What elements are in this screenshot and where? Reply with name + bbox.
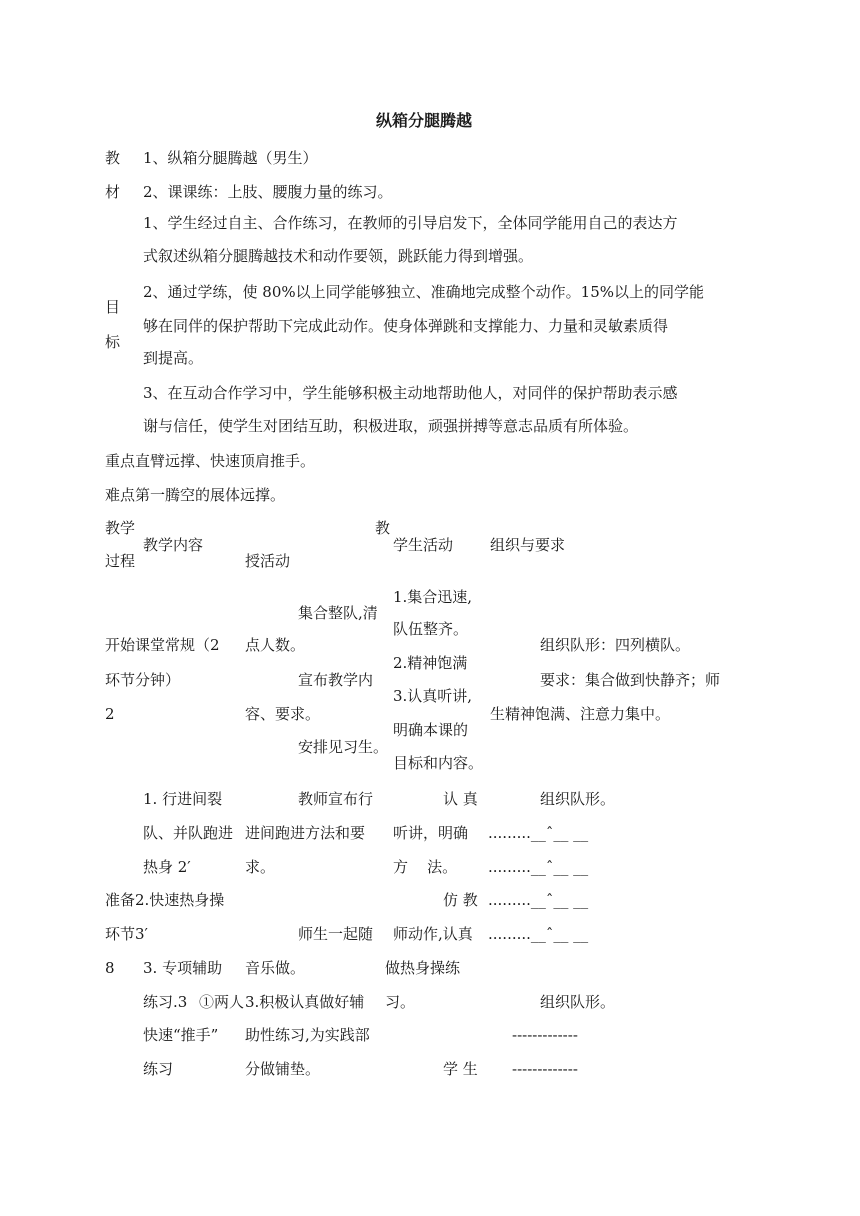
header-content: 教学内容 bbox=[143, 536, 204, 554]
formation-dashes: ------------- bbox=[512, 1060, 578, 1078]
prep-teacher: 分做铺垫。 bbox=[245, 1060, 321, 1078]
prep-teacher: 3.积极认真做好辅 bbox=[245, 993, 365, 1011]
formation-dots: .........__ˆ__ __ bbox=[488, 824, 589, 842]
stage-start: 环节 bbox=[105, 671, 136, 689]
objective-line: 3、在互动合作学习中，学生能够积极主动地帮助他人，对同伴的保护帮助表示感 bbox=[143, 384, 678, 402]
prep-student: 听讲，明确 bbox=[393, 824, 469, 842]
material-label-2: 材 bbox=[105, 183, 121, 201]
header-organization: 组织与要求 bbox=[490, 536, 566, 554]
prep-content: 队、并队跑进 bbox=[143, 824, 234, 842]
objective-line: 到提高。 bbox=[143, 349, 204, 367]
teacher-start: 容、要求。 bbox=[245, 705, 321, 723]
material-item-1: 1、纵箱分腿腾越（男生） bbox=[143, 149, 318, 167]
objective-label-2: 标 bbox=[105, 333, 121, 351]
prep-student: 方 法。 bbox=[393, 858, 458, 876]
stage-start: 开始 bbox=[105, 636, 136, 654]
formation-dots: .........__ˆ__ __ bbox=[488, 858, 589, 876]
prep-content: 练习.3 bbox=[143, 993, 188, 1011]
prep-student: 学 生 bbox=[443, 1060, 478, 1078]
content-start: 分钟） bbox=[135, 671, 181, 689]
student-start: 3.认真听讲, bbox=[393, 687, 473, 705]
objective-line: 2、通过学练，使 80%以上同学能够独立、准确地完成整个动作。15%以上的同学能 bbox=[143, 283, 704, 301]
prep-content: ①两人 bbox=[199, 993, 245, 1011]
header-process-1: 教学 bbox=[105, 519, 136, 537]
material-item-2: 2、课课练：上肢、腰腹力量的练习。 bbox=[143, 183, 393, 201]
org-start: 要求：集合做到快静齐；师 bbox=[540, 671, 721, 689]
material-label-1: 教 bbox=[105, 149, 121, 167]
formation-dots: .........__ˆ__ __ bbox=[488, 925, 589, 943]
objective-line: 1、学生经过自主、合作练习，在教师的引导启发下，全体同学能用自己的表达方 bbox=[143, 214, 678, 232]
header-teaching-2: 授活动 bbox=[245, 552, 291, 570]
prep-content: 快速“推手” bbox=[143, 1026, 219, 1044]
prep-teacher: 师生一起随 bbox=[298, 925, 374, 943]
prep-teacher: 助性练习,为实践部 bbox=[245, 1026, 370, 1044]
objective-line: 谢与信任，使学生对团结互助，积极进取，顽强拼搏等意志品质有所体验。 bbox=[143, 417, 639, 435]
prep-org-label-2: 组织队形。 bbox=[540, 993, 616, 1011]
stage-start: 2 bbox=[105, 705, 115, 723]
prep-teacher: 进间跑进方法和要 bbox=[245, 824, 366, 842]
key-point: 重点直臂远撑、快速顶肩推手。 bbox=[105, 452, 316, 470]
objective-line: 式叙述纵箱分腿腾越技术和动作要领，跳跃能力得到增强。 bbox=[143, 247, 534, 265]
prep-student: 做热身操练 bbox=[385, 959, 461, 977]
page-title: 纵箱分腿腾越 bbox=[376, 111, 473, 130]
header-process-2: 过程 bbox=[105, 552, 136, 570]
prep-teacher: 教师宣布行 bbox=[298, 790, 374, 808]
difficulty: 难点第一腾空的展体远撑。 bbox=[105, 486, 286, 504]
teacher-start: 点人数。 bbox=[245, 636, 306, 654]
prep-content: 3. 专项辅助 bbox=[143, 959, 223, 977]
student-start: 1.集合迅速, bbox=[393, 588, 473, 606]
prep-teacher: 求。 bbox=[245, 858, 276, 876]
teacher-start: 宣布教学内 bbox=[298, 671, 374, 689]
objective-label-1: 目 bbox=[105, 298, 121, 316]
header-student: 学生活动 bbox=[393, 536, 454, 554]
student-start: 目标和内容。 bbox=[393, 754, 484, 772]
prep-student: 认 真 bbox=[443, 790, 478, 808]
prep-stage: 准备 bbox=[105, 891, 136, 909]
prep-content: 练习 bbox=[143, 1060, 174, 1078]
prep-org-label: 组织队形。 bbox=[540, 790, 616, 808]
teacher-start: 集合整队,清 bbox=[298, 604, 378, 622]
formation-dashes: ------------- bbox=[512, 1026, 578, 1044]
prep-student: 师动作,认真 bbox=[393, 925, 473, 943]
org-start: 生精神饱满、注意力集中。 bbox=[490, 705, 671, 723]
prep-stage: 环节 bbox=[105, 925, 136, 943]
prep-content: 2.快速热身操 bbox=[135, 891, 225, 909]
student-start: 队伍整齐。 bbox=[393, 620, 469, 638]
student-start: 明确本课的 bbox=[393, 721, 469, 739]
teacher-start: 安排见习生。 bbox=[298, 738, 389, 756]
prep-content: 热身 2′ bbox=[143, 858, 191, 876]
formation-dots: .........__ˆ__ __ bbox=[488, 891, 589, 909]
prep-content: 3′ bbox=[135, 925, 148, 943]
prep-content: 1. 行进间裂 bbox=[143, 790, 223, 808]
student-start: 2.精神饱满 bbox=[393, 654, 468, 672]
prep-teacher: 音乐做。 bbox=[245, 959, 306, 977]
prep-student: 仿 教 bbox=[443, 891, 478, 909]
org-start: 组织队形：四列横队。 bbox=[540, 636, 691, 654]
prep-student: 习。 bbox=[385, 993, 416, 1011]
content-start: 课堂常规（2 bbox=[135, 636, 220, 654]
objective-line: 够在同伴的保护帮助下完成此动作。使身体弹跳和支撑能力、力量和灵敏素质得 bbox=[143, 317, 669, 335]
prep-stage: 8 bbox=[105, 959, 115, 977]
header-teaching-1: 教 bbox=[375, 519, 391, 537]
